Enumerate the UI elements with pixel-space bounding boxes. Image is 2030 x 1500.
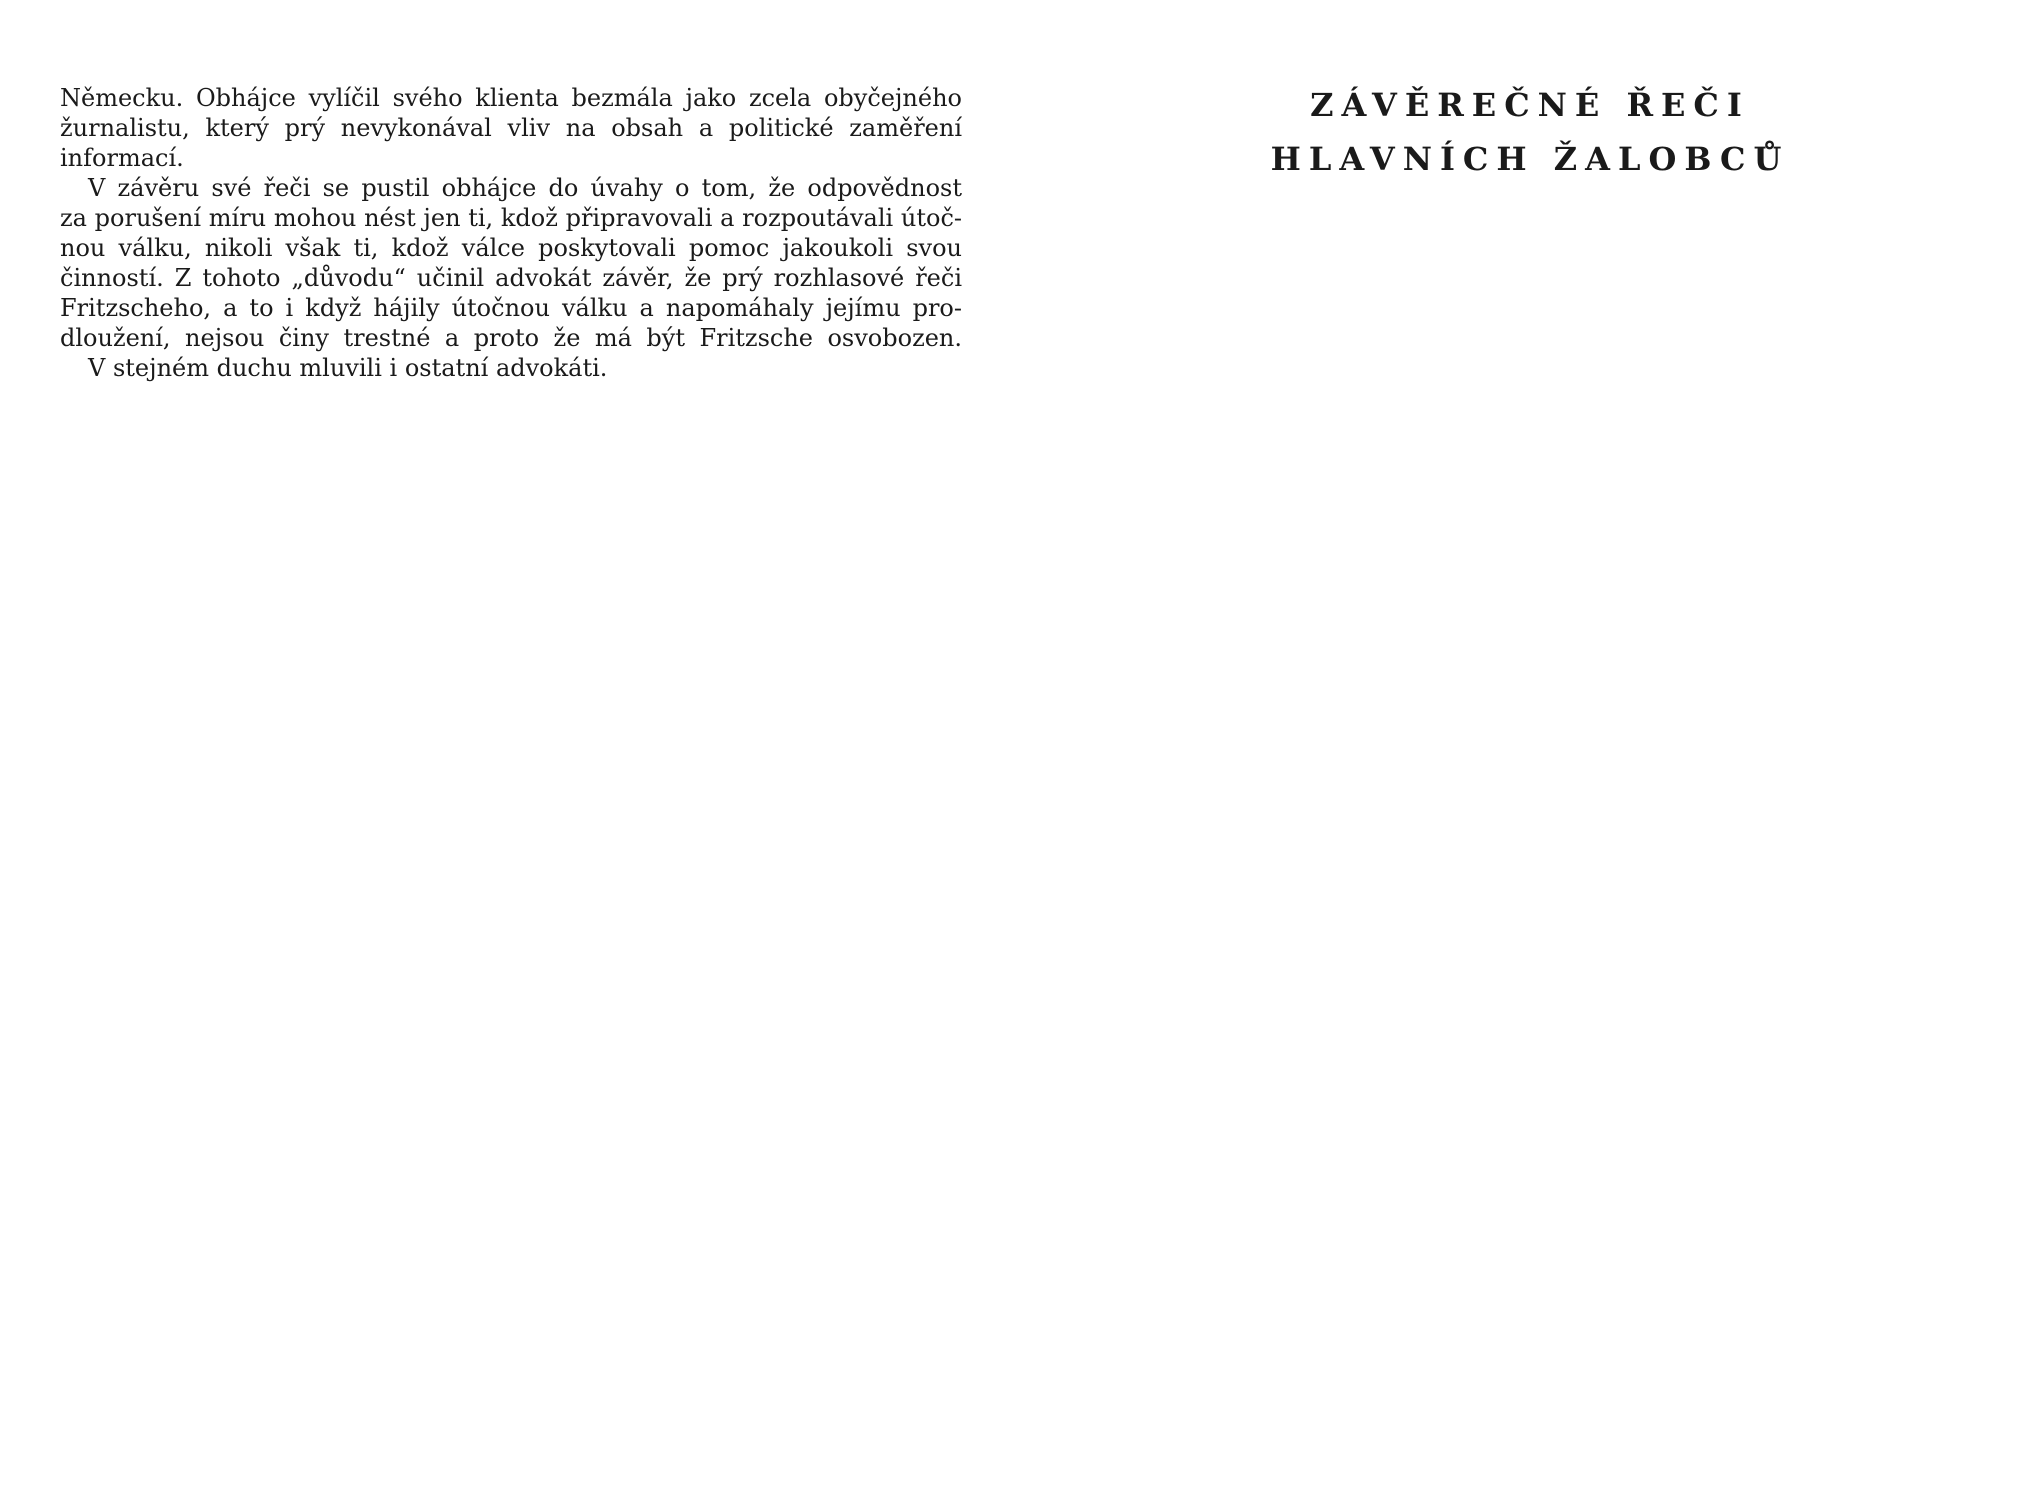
text-line: činností. Z tohoto „důvodu“ učinil advokát závěr, že prý rozhlasové řeči (60, 264, 962, 292)
right-page (1040, 78, 2020, 186)
text-line: dloužení, nejsou činy trestné a proto že má být Fritzsche osvobozen. (60, 324, 962, 352)
text-line: Německu. Obhájce vylíčil svého klienta bezmála jako zcela obyčejného (60, 84, 962, 112)
text-line: V závěru své řeči se pustil obhájce do úvahy o tom, že odpovědnost (88, 174, 962, 202)
text-line: žurnalistu, který prý nevykonával vliv na obsah a politické zaměření (60, 114, 962, 142)
text-line: V stejném duchu mluvili i ostatní advokáti. (88, 354, 608, 382)
body-paragraphs (60, 83, 962, 383)
text-line: nou válku, nikoli však ti, kdož válce poskytovali pomoc jakoukoli svou (60, 234, 962, 262)
chapter-title-line-1: ZÁVĚREČNÉ ŘEČI (1310, 86, 1750, 124)
text-line: za porušení míru mohou nést jen ti, kdož připravovali a rozpoutávali útoč- (60, 204, 962, 232)
chapter-title (1040, 78, 2020, 186)
text-line: Fritzscheho, a to i když hájily útočnou válku a napomáhaly jejímu pro- (60, 294, 962, 322)
chapter-title-line-2: HLAVNÍCH ŽALOBCŮ (1270, 140, 1790, 178)
left-page (60, 83, 962, 383)
text-line: informací. (60, 144, 184, 172)
